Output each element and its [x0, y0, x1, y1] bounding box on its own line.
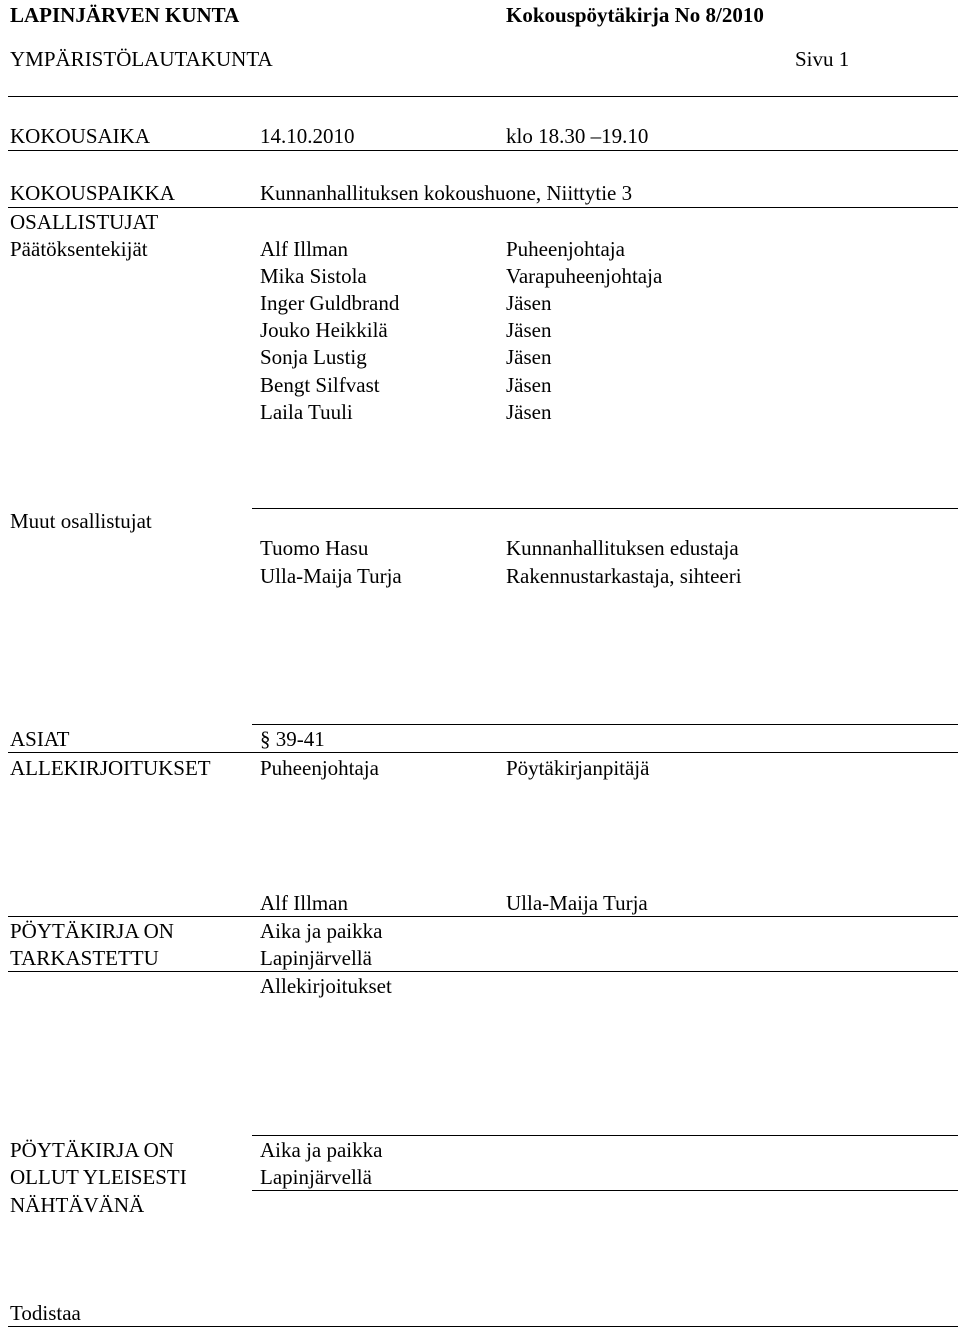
public-label-line3: NÄHTÄVÄNÄ	[10, 1193, 145, 1217]
certify-label: Todistaa	[10, 1301, 81, 1325]
other-participant-role: Rakennustarkastaja, sihteeri	[506, 564, 742, 588]
matters-sections: § 39-41	[260, 727, 325, 751]
document-title: Kokouspöytäkirja No 8/2010	[506, 3, 764, 27]
board-name: YMPÄRISTÖLAUTAKUNTA	[10, 47, 273, 71]
secretary-role: Pöytäkirjanpitäjä	[506, 756, 650, 780]
participant-name: Inger Guldbrand	[260, 291, 400, 315]
other-participant-name: Ulla-Maija Turja	[260, 564, 402, 588]
divider	[8, 916, 958, 917]
page-number: Sivu 1	[795, 47, 850, 71]
signatures-label: ALLEKIRJOITUKSET	[10, 756, 211, 780]
participant-role: Puheenjohtaja	[506, 237, 625, 261]
public-place: Lapinjärvellä	[260, 1165, 372, 1189]
participant-name: Jouko Heikkilä	[260, 318, 388, 342]
divider	[252, 1190, 958, 1191]
participant-role: Jäsen	[506, 400, 552, 424]
other-participant-role: Kunnanhallituksen edustaja	[506, 536, 739, 560]
participants-label: OSALLISTUJAT	[10, 210, 159, 234]
matters-label: ASIAT	[10, 727, 70, 751]
checked-label-line2: TARKASTETTU	[10, 946, 159, 970]
meeting-time: klo 18.30 –19.10	[506, 124, 649, 148]
checked-time-place: Aika ja paikka	[260, 919, 383, 943]
divider	[252, 508, 958, 509]
divider	[8, 150, 958, 151]
divider	[8, 752, 958, 753]
participant-role: Jäsen	[506, 345, 552, 369]
divider	[8, 207, 958, 208]
checked-signatures: Allekirjoitukset	[260, 974, 392, 998]
checked-place: Lapinjärvellä	[260, 946, 372, 970]
participant-name: Mika Sistola	[260, 264, 367, 288]
public-label-line2: OLLUT YLEISESTI	[10, 1165, 187, 1189]
chair-role: Puheenjohtaja	[260, 756, 379, 780]
header-divider	[8, 96, 958, 97]
public-label-line1: PÖYTÄKIRJA ON	[10, 1138, 174, 1162]
chair-name: Alf Illman	[260, 891, 349, 915]
participant-name: Bengt Silfvast	[260, 373, 380, 397]
divider	[252, 724, 958, 725]
public-time-place: Aika ja paikka	[260, 1138, 383, 1162]
other-participant-name: Tuomo Hasu	[260, 536, 369, 560]
participant-role: Jäsen	[506, 291, 552, 315]
participant-name: Laila Tuuli	[260, 400, 353, 424]
meeting-time-label: KOKOUSAIKA	[10, 124, 150, 148]
divider	[252, 1135, 958, 1136]
divider	[8, 1326, 958, 1327]
checked-label-line1: PÖYTÄKIRJA ON	[10, 919, 174, 943]
participant-name: Sonja Lustig	[260, 345, 367, 369]
meeting-place-label: KOKOUSPAIKKA	[10, 181, 175, 205]
municipality-name: LAPINJÄRVEN KUNTA	[10, 3, 240, 27]
participant-role: Jäsen	[506, 373, 552, 397]
meeting-place: Kunnanhallituksen kokoushuone, Niittytie 3	[260, 181, 633, 205]
meeting-date: 14.10.2010	[260, 124, 355, 148]
participant-role: Varapuheenjohtaja	[506, 264, 663, 288]
other-participants-label: Muut osallistujat	[10, 509, 152, 533]
participant-role: Jäsen	[506, 318, 552, 342]
divider	[8, 971, 958, 972]
secretary-name: Ulla-Maija Turja	[506, 891, 648, 915]
decision-makers-label: Päätöksentekijät	[10, 237, 148, 261]
participant-name: Alf Illman	[260, 237, 349, 261]
